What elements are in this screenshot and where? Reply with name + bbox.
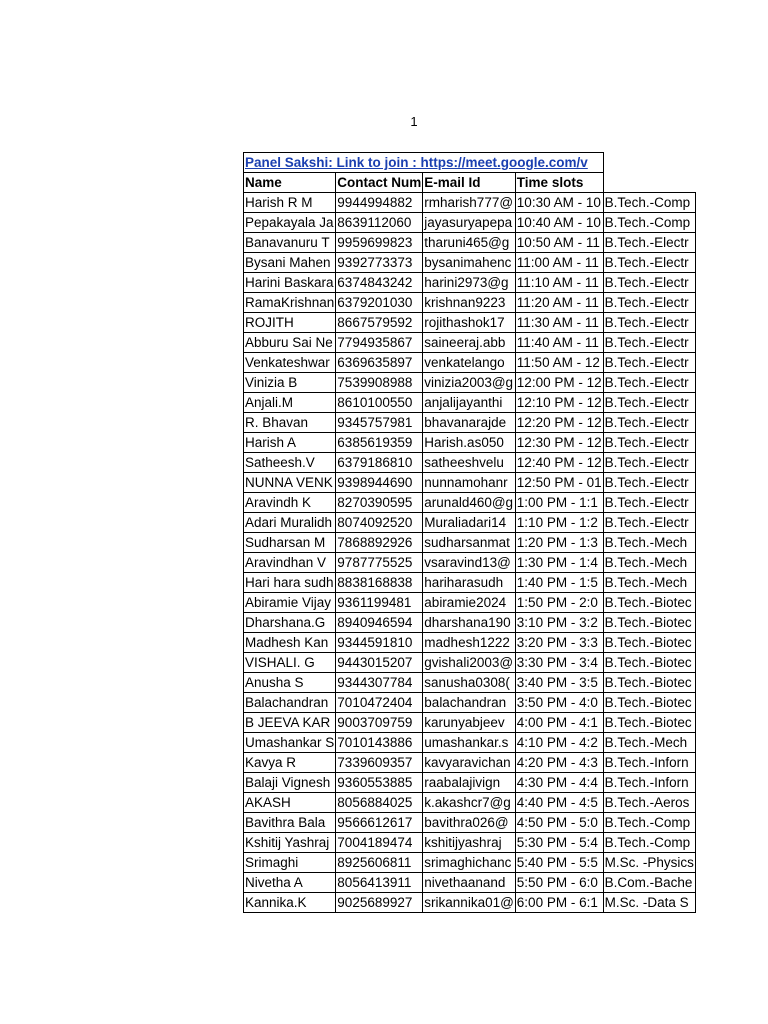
name-cell: VISHALI. G <box>244 653 336 673</box>
name-cell: Aravindhan V <box>244 553 336 573</box>
table-row <box>244 253 696 273</box>
table-row <box>244 873 696 893</box>
name-cell: Banavanuru T <box>244 233 336 253</box>
contact-cell: 8056884025 <box>336 793 423 813</box>
contact-cell: 7004189474 <box>336 833 423 853</box>
name-cell: Dharshana.G <box>244 613 336 633</box>
email-cell: kavyaravichan <box>423 753 516 773</box>
contact-cell: 7539908988 <box>336 373 423 393</box>
time-slot-cell: 4:50 PM - 5:0 <box>515 813 603 833</box>
course-cell: B.Tech.-Electr <box>603 333 695 353</box>
time-slot-cell: 5:50 PM - 6:0 <box>515 873 603 893</box>
email-cell: balachandran <box>423 693 516 713</box>
name-cell: Vinizia B <box>244 373 336 393</box>
contact-cell: 7794935867 <box>336 333 423 353</box>
contact-cell: 6385619359 <box>336 433 423 453</box>
contact-cell: 8270390595 <box>336 493 423 513</box>
name-cell: Adari Muralidh <box>244 513 336 533</box>
time-slot-cell: 11:40 AM - 11 <box>515 333 603 353</box>
time-slot-cell: 10:50 AM - 11 <box>515 233 603 253</box>
course-cell: B.Tech.-Comp <box>603 833 695 853</box>
email-cell: Muraliadari14 <box>423 513 516 533</box>
email-cell: arunald460@g <box>423 493 516 513</box>
course-cell: B.Tech.-Biotec <box>603 633 695 653</box>
table-row <box>244 653 696 673</box>
header-name: Name <box>244 173 336 193</box>
header-row <box>244 173 696 193</box>
table-row <box>244 633 696 653</box>
email-cell: sanusha0308( <box>423 673 516 693</box>
name-cell: Bavithra Bala <box>244 813 336 833</box>
empty-cell <box>603 153 695 173</box>
panel-link[interactable]: Panel Sakshi: Link to join : https://meet.google.com/v <box>245 155 588 170</box>
contact-cell: 8056413911 <box>336 873 423 893</box>
email-cell: Harish.as050 <box>423 433 516 453</box>
time-slot-cell: 1:50 PM - 2:0 <box>515 593 603 613</box>
course-cell: B.Tech.-Electr <box>603 233 695 253</box>
contact-cell: 9944994882 <box>336 193 423 213</box>
table-row <box>244 613 696 633</box>
time-slot-cell: 11:30 AM - 11 <box>515 313 603 333</box>
contact-cell: 9361199481 <box>336 593 423 613</box>
table-row <box>244 273 696 293</box>
name-cell: Kshitij Yashraj <box>244 833 336 853</box>
email-cell: sudharsanmat <box>423 533 516 553</box>
contact-cell: 9345757981 <box>336 413 423 433</box>
contact-cell: 6379201030 <box>336 293 423 313</box>
course-cell: B.Tech.-Electr <box>603 253 695 273</box>
contact-cell: 9959699823 <box>336 233 423 253</box>
time-slot-cell: 11:50 AM - 12 <box>515 353 603 373</box>
contact-cell: 9443015207 <box>336 653 423 673</box>
name-cell: Bysani Mahen <box>244 253 336 273</box>
time-slot-cell: 1:20 PM - 1:3 <box>515 533 603 553</box>
time-slot-cell: 4:40 PM - 4:5 <box>515 793 603 813</box>
time-slot-cell: 3:40 PM - 3:5 <box>515 673 603 693</box>
email-cell: bavithra026@ <box>423 813 516 833</box>
table-row <box>244 793 696 813</box>
table-row <box>244 233 696 253</box>
time-slot-cell: 1:40 PM - 1:5 <box>515 573 603 593</box>
table-row <box>244 293 696 313</box>
course-cell: B.Tech.-Electr <box>603 293 695 313</box>
page-number: 1 <box>410 114 418 129</box>
email-cell: srikannika01@ <box>423 893 516 913</box>
table-row <box>244 713 696 733</box>
email-cell: dharshana190 <box>423 613 516 633</box>
email-cell: anjalijayanthi <box>423 393 516 413</box>
schedule-table <box>243 152 696 913</box>
contact-cell: 9344591810 <box>336 633 423 653</box>
table-row <box>244 313 696 333</box>
time-slot-cell: 5:40 PM - 5:5 <box>515 853 603 873</box>
table-row <box>244 813 696 833</box>
email-cell: saineeraj.abb <box>423 333 516 353</box>
email-cell: harini2973@g <box>423 273 516 293</box>
name-cell: Venkateshwar <box>244 353 336 373</box>
contact-cell: 7868892926 <box>336 533 423 553</box>
email-cell: satheeshvelu <box>423 453 516 473</box>
contact-cell: 6374843242 <box>336 273 423 293</box>
contact-cell: 8667579592 <box>336 313 423 333</box>
name-cell: Harish A <box>244 433 336 453</box>
email-cell: gvishali2003@ <box>423 653 516 673</box>
header-course <box>603 173 695 193</box>
contact-cell: 8610100550 <box>336 393 423 413</box>
course-cell: B.Tech.-Electr <box>603 493 695 513</box>
contact-cell: 8838168838 <box>336 573 423 593</box>
table-row <box>244 753 696 773</box>
name-cell: ROJITH <box>244 313 336 333</box>
table-row <box>244 373 696 393</box>
course-cell: B.Tech.-Electr <box>603 353 695 373</box>
name-cell: Nivetha A <box>244 873 336 893</box>
course-cell: B.Tech.-Inforn <box>603 773 695 793</box>
time-slot-cell: 4:10 PM - 4:2 <box>515 733 603 753</box>
course-cell: B.Tech.-Biotec <box>603 593 695 613</box>
email-cell: venkatelango <box>423 353 516 373</box>
time-slot-cell: 5:30 PM - 5:4 <box>515 833 603 853</box>
course-cell: B.Tech.-Comp <box>603 213 695 233</box>
table-row <box>244 213 696 233</box>
course-cell: B.Tech.-Electr <box>603 413 695 433</box>
course-cell: B.Com.-Bache <box>603 873 695 893</box>
table-row <box>244 473 696 493</box>
contact-cell: 9003709759 <box>336 713 423 733</box>
time-slot-cell: 3:10 PM - 3:2 <box>515 613 603 633</box>
name-cell: Sudharsan M <box>244 533 336 553</box>
time-slot-cell: 12:00 PM - 12 <box>515 373 603 393</box>
course-cell: B.Tech.-Electr <box>603 273 695 293</box>
email-cell: karunyabjeev <box>423 713 516 733</box>
time-slot-cell: 12:30 PM - 12 <box>515 433 603 453</box>
name-cell: Umashankar S <box>244 733 336 753</box>
course-cell: B.Tech.-Biotec <box>603 653 695 673</box>
contact-cell: 6379186810 <box>336 453 423 473</box>
contact-cell: 9566612617 <box>336 813 423 833</box>
name-cell: Balaji Vignesh <box>244 773 336 793</box>
name-cell: Aravindh K <box>244 493 336 513</box>
course-cell: M.Sc. -Data S <box>603 893 695 913</box>
email-cell: vinizia2003@g <box>423 373 516 393</box>
time-slot-cell: 10:30 AM - 10 <box>515 193 603 213</box>
time-slot-cell: 1:10 PM - 1:2 <box>515 513 603 533</box>
name-cell: Kannika.K <box>244 893 336 913</box>
course-cell: B.Tech.-Electr <box>603 473 695 493</box>
time-slot-cell: 11:00 AM - 11 <box>515 253 603 273</box>
email-cell: abiramie2024 <box>423 593 516 613</box>
contact-cell: 8639112060 <box>336 213 423 233</box>
table-row <box>244 493 696 513</box>
panel-link-cell[interactable] <box>244 153 604 173</box>
course-cell: B.Tech.-Mech <box>603 573 695 593</box>
name-cell: Satheesh.V <box>244 453 336 473</box>
table-row <box>244 573 696 593</box>
header-time-slots: Time slots <box>515 173 603 193</box>
table-row <box>244 553 696 573</box>
name-cell: Srimaghi <box>244 853 336 873</box>
course-cell: B.Tech.-Biotec <box>603 613 695 633</box>
name-cell: Pepakayala Ja <box>244 213 336 233</box>
contact-cell: 8940946594 <box>336 613 423 633</box>
table-row <box>244 433 696 453</box>
course-cell: B.Tech.-Inforn <box>603 753 695 773</box>
name-cell: NUNNA VENK <box>244 473 336 493</box>
panel-row <box>244 153 696 173</box>
name-cell: Balachandran <box>244 693 336 713</box>
email-cell: nivethaanand <box>423 873 516 893</box>
time-slot-cell: 3:20 PM - 3:3 <box>515 633 603 653</box>
email-cell: rmharish777@ <box>423 193 516 213</box>
table-row <box>244 773 696 793</box>
email-cell: vsaravind13@ <box>423 553 516 573</box>
contact-cell: 9787775525 <box>336 553 423 573</box>
name-cell: RamaKrishnan <box>244 293 336 313</box>
course-cell: M.Sc. -Physics <box>603 853 695 873</box>
time-slot-cell: 4:20 PM - 4:3 <box>515 753 603 773</box>
contact-cell: 7339609357 <box>336 753 423 773</box>
table-row <box>244 593 696 613</box>
table-row <box>244 893 696 913</box>
table-row <box>244 353 696 373</box>
course-cell: B.Tech.-Biotec <box>603 673 695 693</box>
table-row <box>244 413 696 433</box>
email-cell: bysanimahenc <box>423 253 516 273</box>
name-cell: Anjali.M <box>244 393 336 413</box>
table-row <box>244 833 696 853</box>
contact-cell: 7010143886 <box>336 733 423 753</box>
email-cell: k.akashcr7@g <box>423 793 516 813</box>
time-slot-cell: 10:40 AM - 10 <box>515 213 603 233</box>
table-row <box>244 393 696 413</box>
email-cell: tharuni465@g <box>423 233 516 253</box>
header-email: E-mail Id <box>423 173 516 193</box>
name-cell: R. Bhavan <box>244 413 336 433</box>
course-cell: B.Tech.-Electr <box>603 373 695 393</box>
email-cell: raabalajivign <box>423 773 516 793</box>
email-cell: madhesh1222 <box>423 633 516 653</box>
time-slot-cell: 1:00 PM - 1:1 <box>515 493 603 513</box>
contact-cell: 8074092520 <box>336 513 423 533</box>
course-cell: B.Tech.-Aeros <box>603 793 695 813</box>
time-slot-cell: 11:20 AM - 11 <box>515 293 603 313</box>
email-cell: umashankar.s <box>423 733 516 753</box>
time-slot-cell: 12:50 PM - 01 <box>515 473 603 493</box>
header-contact: Contact Num <box>336 173 423 193</box>
contact-cell: 9360553885 <box>336 773 423 793</box>
email-cell: krishnan9223 <box>423 293 516 313</box>
name-cell: Harish R M <box>244 193 336 213</box>
time-slot-cell: 11:10 AM - 11 <box>515 273 603 293</box>
name-cell: AKASH <box>244 793 336 813</box>
contact-cell: 8925606811 <box>336 853 423 873</box>
name-cell: Kavya R <box>244 753 336 773</box>
course-cell: B.Tech.-Comp <box>603 813 695 833</box>
name-cell: Abburu Sai Ne <box>244 333 336 353</box>
name-cell: Madhesh Kan <box>244 633 336 653</box>
name-cell: Anusha S <box>244 673 336 693</box>
table-row <box>244 733 696 753</box>
time-slot-cell: 4:30 PM - 4:4 <box>515 773 603 793</box>
contact-cell: 9344307784 <box>336 673 423 693</box>
course-cell: B.Tech.-Electr <box>603 433 695 453</box>
contact-cell: 9398944690 <box>336 473 423 493</box>
time-slot-cell: 1:30 PM - 1:4 <box>515 553 603 573</box>
contact-cell: 7010472404 <box>336 693 423 713</box>
table-row <box>244 333 696 353</box>
time-slot-cell: 12:40 PM - 12 <box>515 453 603 473</box>
contact-cell: 9025689927 <box>336 893 423 913</box>
email-cell: bhavanarajde <box>423 413 516 433</box>
time-slot-cell: 12:20 PM - 12 <box>515 413 603 433</box>
email-cell: srimaghichanc <box>423 853 516 873</box>
name-cell: B JEEVA KAR <box>244 713 336 733</box>
time-slot-cell: 6:00 PM - 6:1 <box>515 893 603 913</box>
name-cell: Harini Baskara <box>244 273 336 293</box>
time-slot-cell: 4:00 PM - 4:1 <box>515 713 603 733</box>
time-slot-cell: 12:10 PM - 12 <box>515 393 603 413</box>
course-cell: B.Tech.-Electr <box>603 313 695 333</box>
course-cell: B.Tech.-Mech <box>603 533 695 553</box>
email-cell: rojithashok17 <box>423 313 516 333</box>
table-row <box>244 193 696 213</box>
email-cell: jayasuryapepa <box>423 213 516 233</box>
table-row <box>244 673 696 693</box>
table-row <box>244 533 696 553</box>
course-cell: B.Tech.-Biotec <box>603 693 695 713</box>
contact-cell: 9392773373 <box>336 253 423 273</box>
course-cell: B.Tech.-Electr <box>603 513 695 533</box>
course-cell: B.Tech.-Mech <box>603 553 695 573</box>
time-slot-cell: 3:30 PM - 3:4 <box>515 653 603 673</box>
contact-cell: 6369635897 <box>336 353 423 373</box>
name-cell: Abiramie Vijay <box>244 593 336 613</box>
email-cell: nunnamohanr <box>423 473 516 493</box>
email-cell: hariharasudh <box>423 573 516 593</box>
table-row <box>244 853 696 873</box>
time-slot-cell: 3:50 PM - 4:0 <box>515 693 603 713</box>
course-cell: B.Tech.-Mech <box>603 733 695 753</box>
course-cell: B.Tech.-Electr <box>603 453 695 473</box>
course-cell: B.Tech.-Biotec <box>603 713 695 733</box>
table-row <box>244 513 696 533</box>
table-row <box>244 693 696 713</box>
name-cell: Hari hara sudh <box>244 573 336 593</box>
email-cell: kshitijyashraj <box>423 833 516 853</box>
course-cell: B.Tech.-Electr <box>603 393 695 413</box>
table-row <box>244 453 696 473</box>
course-cell: B.Tech.-Comp <box>603 193 695 213</box>
